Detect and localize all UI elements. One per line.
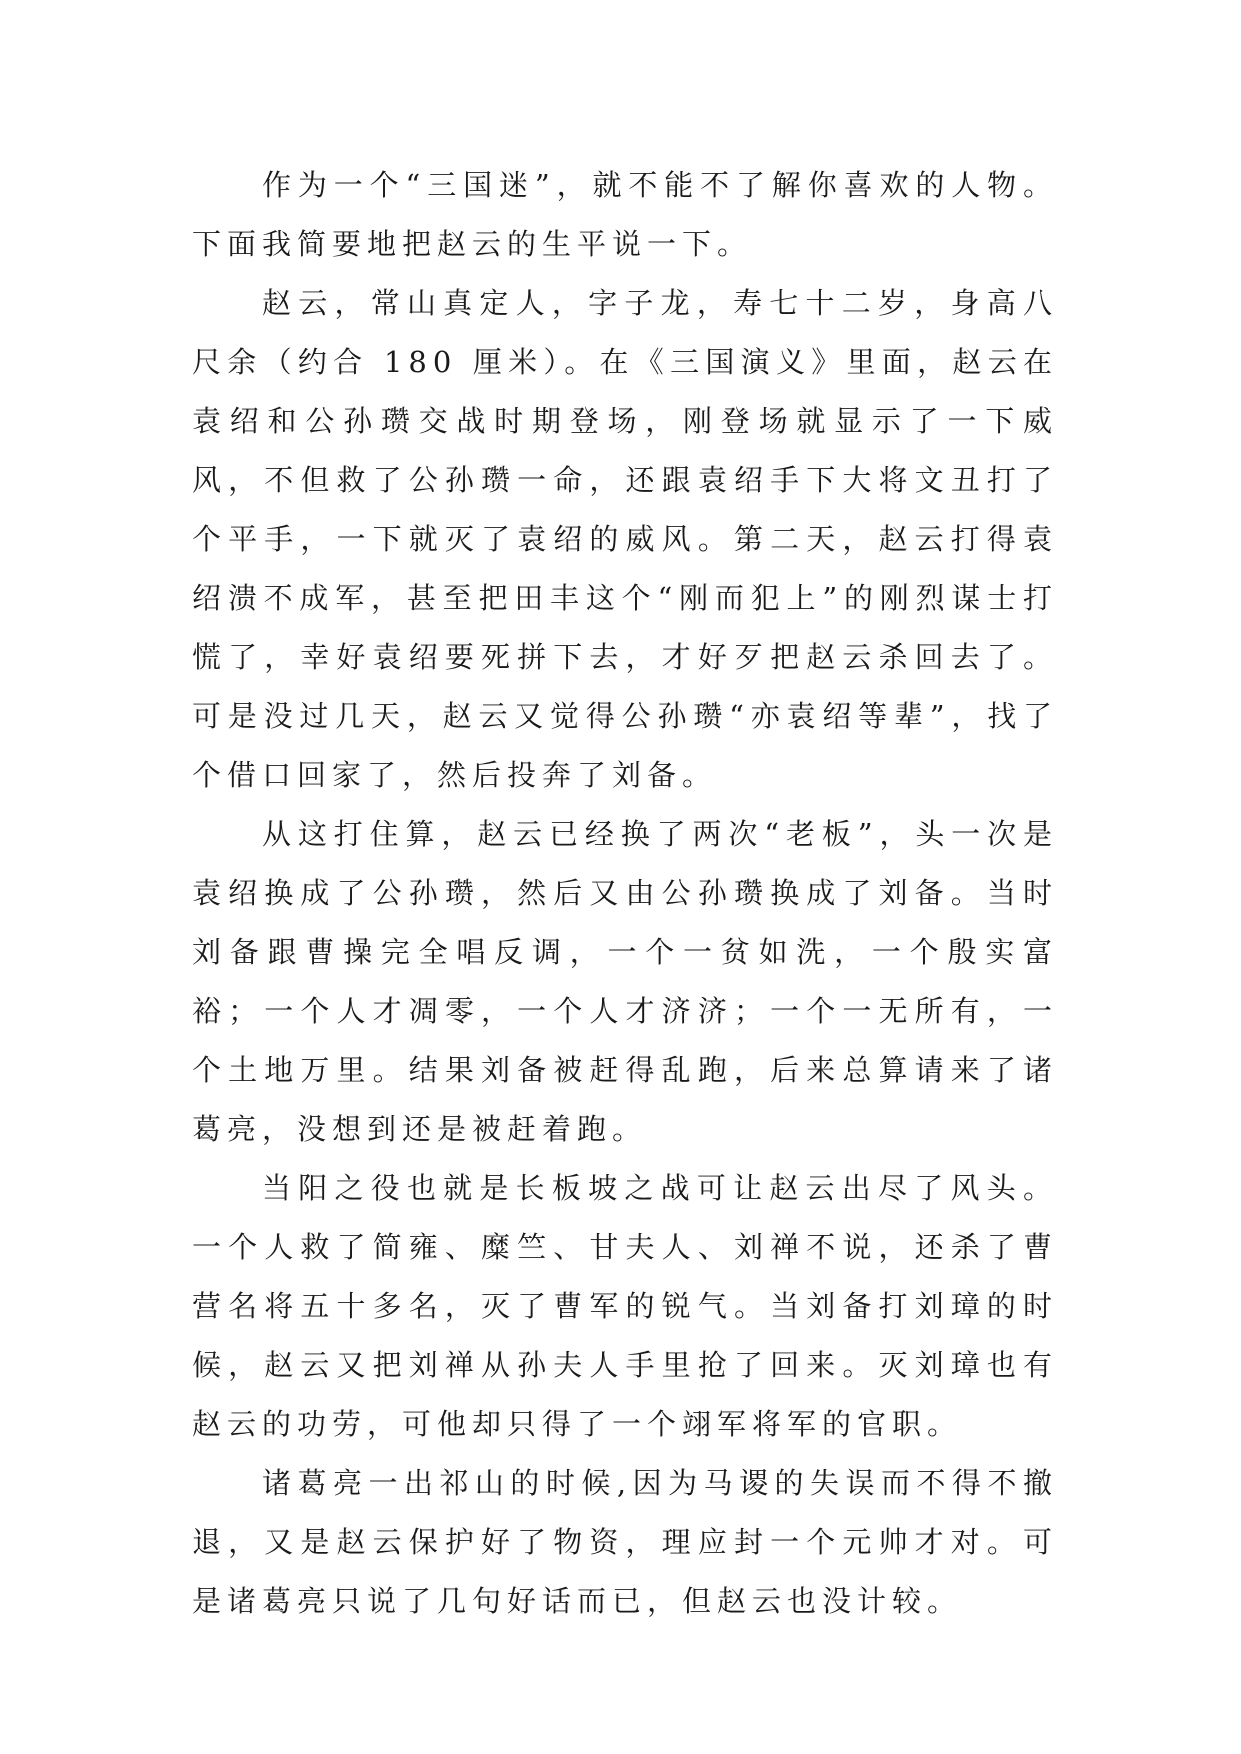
paragraph-intro: 作为一个“三国迷”，就不能不了解你喜欢的人物。下面我简要地把赵云的生平说一下。 [192, 168, 1058, 261]
paragraph-qishan: 诸葛亮一出祁山的时候,因为马谡的失误而不得不撤退，又是赵云保护好了物资，理应封一个元帅才对。可是诸葛亮只说了几句好话而已，但赵云也没计较。 [192, 1466, 1058, 1618]
body-text [192, 156, 1058, 1631]
paragraph-biography: 赵云，常山真定人，字子龙，寿七十二岁，身高八尺余（约合 180 厘米）。在《三国演义》里面，赵云在袁绍和公孙瓒交战时期登场，刚登场就显示了一下威风，不但救了公孙瓒一命，还跟袁绍手下大将文丑打了个平手，一下就灭了袁绍的威风。第二天，赵云打得袁绍溃不成军，甚至把田丰这个“刚而犯上”的刚烈谋士打慌了，幸好袁绍要死拼下去，才好歹把赵云杀回去了。可是没过几天，赵云又觉得公孙瓒“亦袁绍等辈”，找了个借口回家了，然后投奔了刘备。 [192, 286, 1058, 792]
paragraph-changban: 当阳之役也就是长板坡之战可让赵云出尽了风头。一个人救了简雍、糜竺、甘夫人、刘禅不说，还杀了曹营名将五十多名，灭了曹军的锐气。当刘备打刘璋的时候，赵云又把刘禅从孙夫人手里抢了回来。灭刘璋也有赵云的功劳，可他却只得了一个翊军将军的官职。 [192, 1171, 1058, 1441]
paragraph-career: 从这打住算，赵云已经换了两次“老板”，头一次是袁绍换成了公孙瓒，然后又由公孙瓒换成了刘备。当时刘备跟曹操完全唱反调，一个一贫如洗，一个殷实富裕；一个人才凋零，一个人才济济；一个一无所有，一个土地万里。结果刘备被赶得乱跑，后来总算请来了诸葛亮，没想到还是被赶着跑。 [192, 817, 1058, 1146]
